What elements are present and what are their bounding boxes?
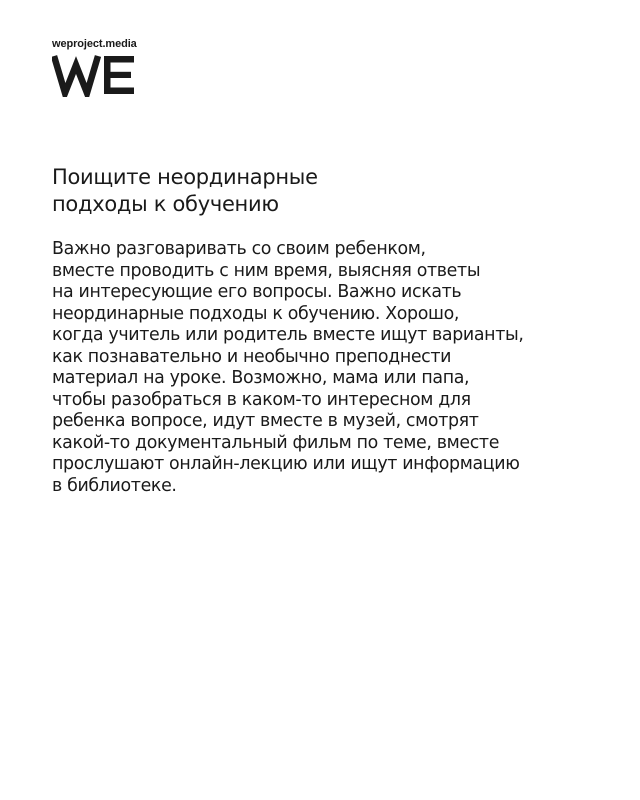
body-line: когда учитель или родитель вместе ищут варианты, <box>52 325 524 345</box>
headline-line: Поищите неординарные <box>52 165 318 189</box>
body-line: материал на уроке. Возможно, мама или папа, <box>52 368 470 388</box>
body-line: на интересующие его вопросы. Важно искать <box>52 282 462 302</box>
we-logo <box>52 53 136 97</box>
headline-line: подходы к обучению <box>52 192 279 216</box>
body-line: вместе проводить с ним время, выясняя ответы <box>52 260 481 281</box>
body-line: прослушают онлайн-лекцию или ищут информацию <box>52 454 520 474</box>
body-line: в библиотеке. <box>52 475 177 496</box>
body-paragraph <box>52 239 612 497</box>
body-line: Важно разговаривать со своим ребенком, <box>52 239 426 259</box>
body-line: как познавательно и необычно преподнести <box>52 346 452 367</box>
body-line: чтобы разобраться в каком-то интересном для <box>52 389 471 410</box>
body-line: неординарные подходы к обучению. Хорошо, <box>52 303 460 324</box>
brand-site-url: weproject.media <box>52 38 137 50</box>
brand-block <box>52 38 152 97</box>
headline <box>52 164 592 218</box>
body-line: ребенка вопросе, идут вместе в музей, смотрят <box>52 411 479 431</box>
body-line: какой-то документальный фильм по теме, вместе <box>52 432 500 453</box>
